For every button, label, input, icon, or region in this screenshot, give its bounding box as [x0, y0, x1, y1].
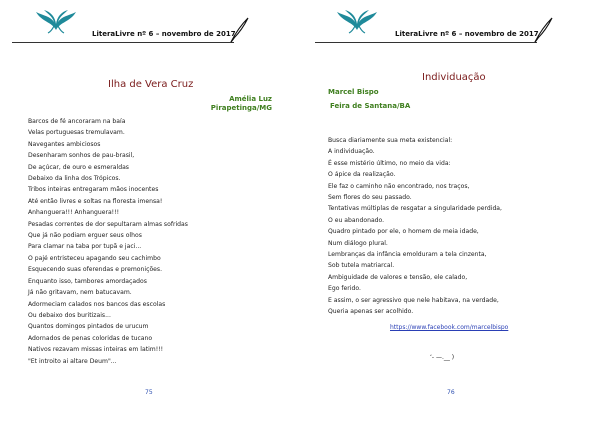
- header-rule: [315, 42, 537, 43]
- verse-line: Esquecendo suas oferendas e premonições.: [28, 266, 163, 274]
- author-name: Amélia Luz: [229, 95, 272, 103]
- verse-line: Já não gritavam, nem batucavam.: [28, 289, 132, 297]
- winged-bird-logo-icon: [34, 8, 78, 34]
- verse-line: O pajé entristeceu apagando seu cachimbo: [28, 254, 161, 262]
- verse-line: Debaixo da linha dos Trópicos.: [28, 175, 121, 183]
- verse-line: Anhanguera!!! Anhanguera!!!: [28, 209, 120, 217]
- verse-line: Desenharam sonhos de pau-brasil,: [28, 152, 135, 160]
- verse-line: Navegantes ambiciosos: [28, 140, 101, 148]
- header-text: LiteraLivre nº 6 – novembro de 2017: [92, 30, 236, 38]
- verse-line: Sob tutela matriarcal.: [328, 262, 395, 270]
- verse-line: Barcos de fé ancoraram na baía: [28, 118, 126, 125]
- verse-line: Até então livres e soltas na floresta imensa!: [28, 197, 163, 205]
- verse-line: Ambiguidade de valores e tensão, ele calado,: [328, 273, 468, 281]
- poem-verses: [328, 135, 502, 318]
- quill-pen-icon: [228, 16, 250, 44]
- verse-line: E assim, o ser agressivo que nele habitava, na verdade,: [328, 296, 499, 304]
- verse-line: "Et introito ai altare Deum"...: [28, 357, 117, 365]
- verse-line: Ou debaixo dos buritizais...: [28, 311, 111, 319]
- verse-line: Enquanto isso, tambores amordaçados: [28, 277, 147, 285]
- header-rule: [12, 42, 234, 43]
- verse-line: Que já não podiam erguer seus olhos: [28, 232, 142, 240]
- verse-line: É esse mistério último, no meio da vida:: [328, 159, 451, 167]
- verse-line: Quadro pintado por ele, o homem de meia idade,: [328, 228, 479, 236]
- verse-line: O eu abandonado.: [328, 216, 385, 224]
- facebook-link[interactable]: https://www.facebook.com/marcelbispo: [390, 324, 509, 331]
- header-text: LiteraLivre nº 6 – novembro de 2017: [395, 30, 539, 38]
- winged-bird-logo-icon: [335, 8, 379, 34]
- verse-line: Velas portuguesas tremulavam.: [28, 129, 125, 137]
- verse-line: O ápice da realização.: [328, 171, 396, 179]
- page-number: 76: [447, 389, 455, 396]
- author-signature: [328, 88, 410, 111]
- verse-line: Ele faz o caminho não encontrado, nos traços,: [328, 182, 470, 190]
- verse-line: Nativos rezavam missas inteiras em latim!!!: [28, 346, 164, 354]
- verse-line: Tribos inteiras entregaram mãos inocentes: [28, 186, 159, 194]
- poem-verses: [28, 116, 188, 367]
- poem-title: Individuação: [422, 72, 486, 83]
- poem-title: Ilha de Vera Cruz: [108, 79, 194, 90]
- verse-line: Ego ferido.: [328, 285, 361, 293]
- author-signature: [211, 95, 272, 113]
- verse-line: Lembranças da infância emolduram a tela cinzenta,: [328, 251, 487, 259]
- verse-line: Queria apenas ser acolhido.: [328, 308, 414, 316]
- verse-line: Adormeciam calados nos bancos das escolas: [28, 300, 166, 308]
- page-number: 75: [145, 389, 153, 396]
- verse-line: Para clamar na taba por tupã e jaci...: [28, 243, 142, 251]
- author-location: Feira de Santana/BA: [330, 102, 411, 110]
- verse-line: A individuação.: [328, 148, 375, 156]
- quill-pen-icon: [532, 16, 554, 44]
- author-location: Pirapetinga/MG: [210, 104, 272, 112]
- verse-line: De açúcar, de ouro e esmeraldas: [28, 163, 129, 171]
- decorative-mark: ʻ- —.__ ): [430, 354, 455, 361]
- verse-line: Num diálogo plural.: [328, 239, 388, 247]
- verse-line: Pesadas correntes de dor sepultaram almas sofridas: [28, 220, 188, 228]
- verse-line: Busca diariamente sua meta existencial:: [328, 137, 453, 144]
- verse-line: Sem flores do seu passado.: [328, 194, 412, 202]
- verse-line: Tentativas múltiplas de resgatar a singularidade perdida,: [328, 205, 502, 213]
- author-name: Marcel Bispo: [328, 88, 379, 96]
- verse-line: Quantos domingos pintados de urucum: [28, 323, 149, 331]
- right-page: [300, 0, 600, 424]
- verse-line: Adornados de penas coloridas de tucano: [28, 334, 153, 342]
